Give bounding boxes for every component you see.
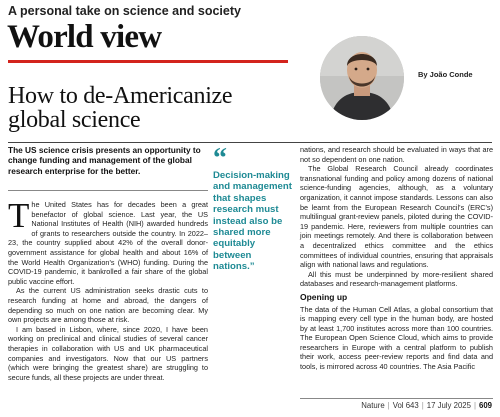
standfirst: The US science crisis presents an opportunity to change funding and management of the global research enterprise for the better. — [8, 145, 201, 176]
author-photo — [320, 36, 404, 120]
page-footer: Nature | Vol 643 | 17 July 2025 | 609 — [361, 401, 492, 410]
issue-date: 17 July 2025 — [426, 401, 471, 410]
subheading: Opening up — [300, 291, 348, 302]
divider — [8, 190, 208, 191]
paragraph: As the current US administration seeks drastic cuts to research funding at home and abroad, the dangers of depending so much on one nation are becoming clear. My own projects are among those at risk. — [8, 286, 208, 325]
pull-quote — [213, 143, 293, 273]
body-column-left — [8, 196, 208, 382]
column-name: World view — [7, 19, 162, 55]
accent-rule — [8, 60, 288, 63]
pull-quote-text: Decision-making and management that shapes research must instead also be shared more equitably between nations.” — [213, 170, 292, 273]
body-column-right — [300, 145, 493, 372]
paragraph: I am based in Lisbon, where, since 2020, I have been working on preclinical and clinical studies of several cancer therapies in collaboration with US and UK pharmaceutical companies and investigators. Now that our US partners (which were bringing the greatest share) are struggling to secure funds, all these projects are under threat. — [8, 324, 208, 382]
paragraph: The Global Research Council already coordinates transnational funding and policy among dozens of national science-funding agencies, although, as a voluntary organization, it cannot impose standards. Lessons can also be learnt from the European Research Council's (ERC's) multilingual grant-review panels, piloted during the COVID-19 pandemic. Here, reviewers from multiple countries can join meetings remotely. And there is collaboration between a decentralized ethics committee and the ethics committees of individual countries, ensuring that appraisals align with national laws and regulations. — [300, 164, 493, 270]
page-number: 609 — [478, 401, 492, 410]
quote-mark-icon: “ — [213, 143, 227, 174]
volume: Vol 643 — [392, 401, 419, 410]
paragraph: All this must be underpinned by more-resilient shared databases and research-management platforms. — [300, 269, 493, 289]
divider — [300, 398, 493, 399]
section-kicker: A personal take on science and society — [8, 4, 241, 18]
article-headline: How to de-Americanize global science — [8, 83, 233, 133]
paragraph: nations, and research should be evaluated in ways that are not so dependent on one nation. — [300, 145, 493, 164]
paragraph: The data of the Human Cell Atlas, a global consortium that is mapping every cell type in the human body, are hosted by at least 1,700 institutes across more than 100 countries. The European Open Science Cloud, which aims to provide researchers in Europe with a central platform to publish their work, access peer-review reports and find data and tools, is mirrored across 40 countries. The Asia Pacific — [300, 304, 493, 372]
journal-name: Nature — [361, 401, 385, 410]
drop-cap: T — [8, 196, 30, 235]
paragraph: The United States has for decades been a great benefactor of global science. Last year, the US National Institutes of Health (NIH) awarded hundreds of grants to researchers outside the country. In 2022–23, the country supplied about 42% of the overall donor-government assistance for global health and about 16% of the World Health Organization's (WHO) funding. During the COVID-19 pandemic, it bankrolled a fair share of the global public vaccine effort. — [8, 196, 208, 286]
divider — [8, 142, 492, 143]
author-byline: By João Conde — [418, 70, 473, 79]
